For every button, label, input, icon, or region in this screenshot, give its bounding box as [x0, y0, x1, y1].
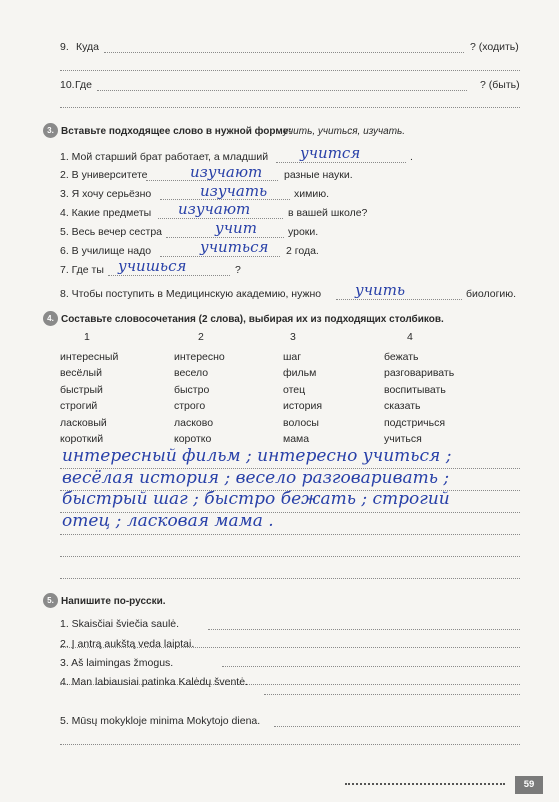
answer-line[interactable]	[60, 70, 520, 71]
handwritten-answer: учится	[300, 144, 361, 162]
section-title: Вставьте подходящее слово в нужной форме:	[61, 126, 292, 137]
word-cell: фильм	[283, 367, 317, 379]
item-text: химию.	[294, 188, 329, 200]
answer-line[interactable]	[274, 726, 520, 727]
item-text: в вашей школе?	[288, 207, 368, 219]
section-title: Составьте словосочетания (2 слова), выбирая их из подходящих столбиков.	[61, 314, 444, 325]
item-text: 2. В университете	[60, 169, 148, 181]
word-cell: история	[283, 400, 323, 412]
word-cell: бежать	[384, 351, 419, 363]
handwritten-line: отец ; ласковая мама .	[62, 511, 274, 531]
word-cell: короткий	[60, 433, 104, 445]
item-text: .	[410, 151, 413, 163]
answer-line[interactable]	[108, 275, 230, 276]
row-hint: ? (быть)	[480, 79, 520, 91]
answer-line[interactable]	[60, 556, 520, 557]
section-title: Напишите по-русски.	[61, 596, 166, 607]
answer-line[interactable]	[60, 107, 520, 108]
item-text: 5. Весь вечер сестра	[60, 226, 163, 238]
word-cell: интересный	[60, 351, 119, 363]
answer-line[interactable]	[60, 534, 520, 535]
handwritten-line: быстрый шаг ; быстро бежать ; строгий	[62, 489, 450, 509]
word-cell: сказать	[384, 400, 421, 412]
handwritten-answer: изучать	[200, 182, 268, 200]
item-text: 8. Чтобы поступить в Медицинскую академию, нужно	[60, 288, 322, 300]
item-text: биологию.	[466, 288, 517, 300]
word-cell: строгий	[60, 400, 98, 412]
word-cell: воспитывать	[384, 384, 446, 396]
answer-line[interactable]	[276, 162, 406, 163]
section-badge: 3.	[43, 123, 58, 138]
item-text: 6. В училище надо	[60, 245, 152, 257]
answer-line[interactable]	[60, 744, 520, 745]
column-header: 1	[84, 331, 90, 343]
answer-line[interactable]	[264, 694, 520, 695]
word-cell: быстрый	[60, 384, 103, 396]
column-header: 4	[407, 331, 413, 343]
handwritten-answer: учиться	[200, 238, 269, 256]
item-text: 2. Į antrą aukštą veda laiptai.	[60, 638, 195, 650]
item-text: 4. Man labiausiai patinka Kalėdų šventė.	[60, 676, 248, 688]
item-text: ?	[235, 264, 241, 276]
answer-line[interactable]	[208, 629, 520, 630]
word-cell: мама	[283, 433, 310, 445]
column-header: 3	[290, 331, 296, 343]
row-hint: ? (ходить)	[470, 41, 519, 53]
answer-line[interactable]	[222, 666, 520, 667]
word-cell: строго	[174, 400, 206, 412]
item-text: 3. Я хочу серьёзно	[60, 188, 152, 200]
page-number: 59	[515, 776, 543, 794]
item-text: разные науки.	[284, 169, 353, 181]
row-number: 10.	[60, 79, 75, 91]
item-text: 1. Skaisčiai šviečia saulė.	[60, 618, 180, 630]
word-cell: коротко	[174, 433, 212, 445]
item-text: уроки.	[288, 226, 319, 238]
word-cell: ласковый	[60, 417, 107, 429]
word-cell: шаг	[283, 351, 302, 363]
item-text: 7. Где ты	[60, 264, 104, 276]
handwritten-answer: учить	[355, 281, 406, 299]
footer-dots	[345, 783, 505, 785]
handwritten-answer: изучают	[190, 163, 263, 181]
section-badge: 5.	[43, 593, 58, 608]
word-cell: отец	[283, 384, 306, 396]
word-cell: подстричься	[384, 417, 446, 429]
word-cell: ласково	[174, 417, 214, 429]
word-cell: весело	[174, 367, 209, 379]
word-cell: весёлый	[60, 367, 102, 379]
row-number: 9.	[60, 41, 69, 53]
item-text: 2 года.	[286, 245, 319, 257]
item-text: 5. Mūsų mokykloje minima Mokytojo diena.	[60, 715, 261, 727]
word-cell: разговаривать	[384, 367, 455, 379]
item-text: 1. Мой старший брат работает, а младший	[60, 151, 269, 163]
word-cell: волосы	[283, 417, 319, 429]
handwritten-answer: учишься	[118, 257, 187, 275]
answer-line[interactable]	[97, 90, 467, 91]
handwritten-line: интересный фильм ; интересно учиться ;	[62, 446, 452, 466]
item-text: 3. Aš laimingas žmogus.	[60, 657, 174, 669]
section-title-words: учить, учиться, изучать.	[283, 126, 406, 137]
word-cell: интересно	[174, 351, 225, 363]
handwritten-line: весёлая история ; весело разговаривать ;	[62, 468, 450, 488]
word-cell: учиться	[384, 433, 422, 445]
handwritten-answer: изучают	[178, 200, 251, 218]
column-header: 2	[198, 331, 204, 343]
answer-line[interactable]	[104, 52, 464, 53]
row-prompt: Где	[75, 79, 92, 91]
word-cell: быстро	[174, 384, 210, 396]
row-prompt: Куда	[76, 41, 99, 53]
section-badge: 4.	[43, 311, 58, 326]
answer-line[interactable]	[336, 299, 462, 300]
answer-line[interactable]	[60, 578, 520, 579]
item-text: 4. Какие предметы	[60, 207, 152, 219]
handwritten-answer: учит	[215, 219, 257, 237]
